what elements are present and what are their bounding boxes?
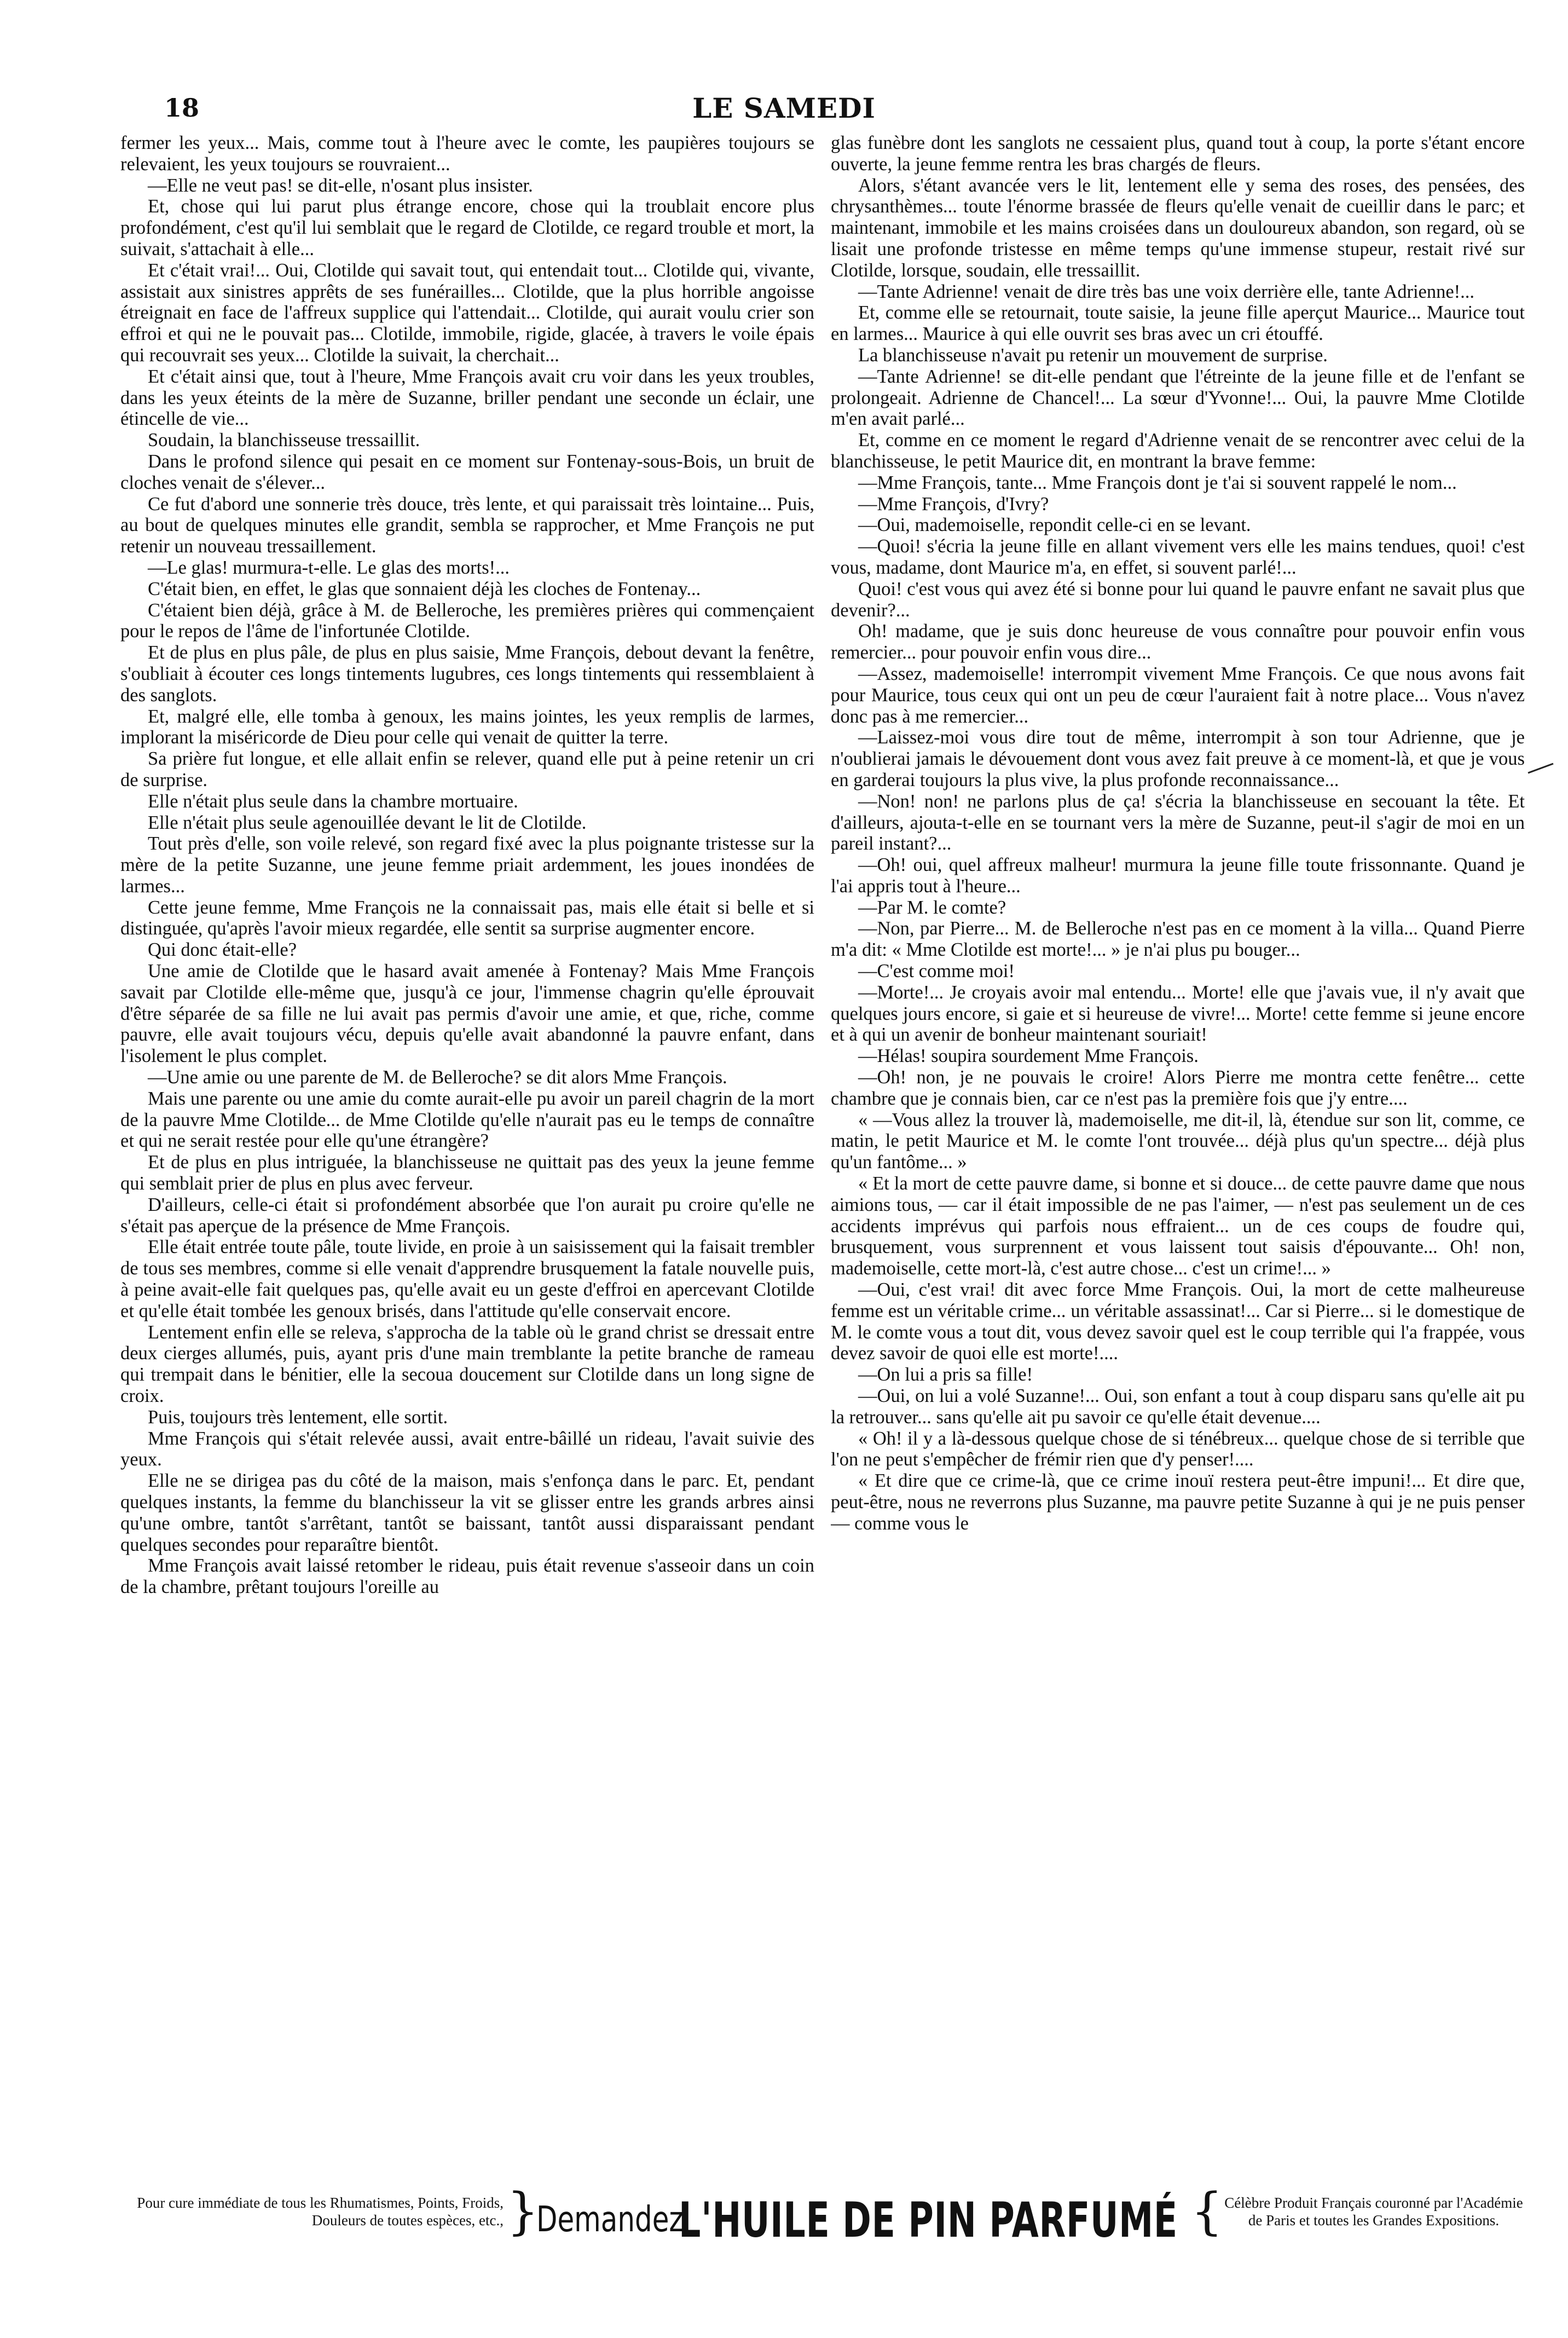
paragraph: —C'est comme moi! bbox=[858, 961, 1015, 982]
paragraph: fermer les yeux... Mais, comme tout à l'heure avec le comte, les paupières toujours se relevaient, les yeux toujours se rouvraient... bbox=[120, 132, 814, 175]
paragraph: Puis, toujours très lentement, elle sortit. bbox=[148, 1406, 448, 1428]
paragraph: Mais une parente ou une amie du comte aurait-elle pu avoir un pareil chagrin de la mort de la pauvre Mme Clotilde... de Mme Clotilde qu'elle n'aurait pas eu le temps de connaître et qui ne serait restée pour elle qu'une étrangère? bbox=[120, 1088, 814, 1152]
paragraph: —Laissez-moi vous dire tout de même, interrompit à son tour Adrienne, que je n'oublierai jamais le dévouement dont vous avez fait preuve à ce moment-là, et que je vous en garderai toujours la plus vive, la plus profonde reconnaissance... bbox=[831, 727, 1525, 790]
margin-pencil-mark-icon bbox=[1527, 762, 1554, 774]
paragraph: —Une amie ou une parente de M. de Belleroche? se dit alors Mme François. bbox=[148, 1067, 727, 1088]
paragraph: C'étaient bien déjà, grâce à M. de Belleroche, les premières prières qui commençaient pour le repos de l'âme de l'infortunée Clotilde. bbox=[120, 599, 814, 642]
paragraph: Mme François qui s'était relevée aussi, avait entre-bâillé un rideau, l'avait suivie des yeux. bbox=[120, 1428, 814, 1470]
paragraph: —Par M. le comte? bbox=[858, 897, 1006, 918]
paragraph: —Morte!... Je croyais avoir mal entendu... Morte! elle que j'avais vue, il n'y avait que quelques jours encore, si gaie et si heureuse de vivre!... Morte! cette femme si jeune encore et à qui un avenir de bonheur maintenant souriait! bbox=[831, 982, 1525, 1046]
paragraph: Elle ne se dirigea pas du côté de la maison, mais s'enfonça dans le parc. Et, pendant quelques instants, la femme du blanchisseur la vit se glisser entre les grands arbres ainsi qu'une ombre, tantôt s'arrêtant, tantôt se baissant, tantôt aussi disparaissant pendant quelques secondes pour reparaître bientôt. bbox=[120, 1470, 814, 1555]
paragraph: Mme François avait laissé retomber le rideau, puis était revenue s'asseoir dans un coin de la chambre, prêtant toujours l'oreille au bbox=[120, 1555, 814, 1598]
paragraph: C'était bien, en effet, le glas que sonnaient déjà les cloches de Fontenay... bbox=[148, 578, 701, 599]
paragraph: —On lui a pris sa fille! bbox=[858, 1364, 1033, 1386]
paragraph: « Et la mort de cette pauvre dame, si bonne et si douce... de cette pauvre dame que nous aimions tous, — car il était impossible de ne pas l'aimer, — n'est pas seulement un de ces accidents imprévus qui parfois nous effraient... un de ces coups de foudre qui, brusquement, vous surprennent et vous laissent tout saisis d'épouvante... Oh! non, mademoiselle, cette mort-là, c'est autre chose... c'est un crime!... » bbox=[831, 1173, 1525, 1279]
paragraph: —Tante Adrienne! se dit-elle pendant que l'étreinte de la jeune fille et de l'enfant se prolongeait. Adrienne de Chancel!... La sœur d'Yvonne!... Oui, la pauvre Mme Clotilde m'en avait parlé... bbox=[831, 366, 1525, 430]
paragraph: —Non! non! ne parlons plus de ça! s'écria la blanchisseuse en secouant la tête. Et d'ailleurs, ajouta-t-elle en se tournant vers la mère de Suzanne, peut-il s'agir de moi en un pareil instant?... bbox=[831, 790, 1525, 855]
paragraph: « —Vous allez la trouver là, mademoiselle, me dit-il, là, étendue sur son lit, comme, ce matin, le petit Maurice et M. le comte l'ont trouvée... déjà plus qu'un spectre... déjà plus qu'un fantôme... » bbox=[831, 1109, 1525, 1173]
paragraph: « Et dire que ce crime-là, que ce crime inouï restera peut-être impuni!... Et dire que, peut-être, nous ne reverrons plus Suzanne, ma pauvre petite Suzanne à qui je ne puis penser — comme vous le bbox=[831, 1470, 1525, 1534]
paragraph: glas funèbre dont les sanglots ne cessaient plus, quand tout à coup, la porte s'étant encore ouverte, la jeune femme rentra les bras chargés de fleurs. bbox=[831, 132, 1525, 175]
paragraph: Et de plus en plus pâle, de plus en plus saisie, Mme François, debout devant la fenêtre, s'oubliait à écouter ces longs tintements lugubres, ces longs tintements qui ressemblaient à des sanglots. bbox=[120, 642, 814, 706]
paragraph: Et, chose qui lui parut plus étrange encore, chose qui la troublait encore plus profondément, c'est qu'il lui semblait que le regard de Clotilde, ce regard trouble et mort, la suivait, s'attachait à elle... bbox=[120, 196, 814, 259]
paragraph: Quoi! c'est vous qui avez été si bonne pour lui quand le pauvre enfant ne savait plus que devenir?... bbox=[831, 578, 1525, 621]
paragraph: —Hélas! soupira sourdement Mme François. bbox=[858, 1046, 1199, 1067]
paragraph: Et, comme en ce moment le regard d'Adrienne venait de se rencontrer avec celui de la blanchisseuse, le petit Maurice dit, en montrant la brave femme: bbox=[831, 430, 1525, 472]
paragraph: Lentement enfin elle se releva, s'approcha de la table où le grand christ se dressait entre deux cierges allumés, puis, ayant pris d'une main tremblante la petite branche de rameau qui trempait dans le bénitier, elle la secoua doucement sur Clotilde dans un long signe de croix. bbox=[120, 1321, 814, 1407]
left-column bbox=[120, 132, 814, 2180]
paragraph: —Assez, mademoiselle! interrompit vivement Mme François. Ce que nous avons fait pour Maurice, tous ceux qui ont un peu de cœur l'auraient fait à notre place... Vous n'avez donc pas à me remercier... bbox=[831, 663, 1525, 727]
paragraph: —Tante Adrienne! venait de dire très bas une voix derrière elle, tante Adrienne!... bbox=[858, 281, 1475, 302]
paragraph: Elle n'était plus seule agenouillée devant le lit de Clotilde. bbox=[148, 812, 587, 833]
left-brace: } bbox=[507, 2182, 539, 2241]
paragraph: —Oui, on lui a volé Suzanne!... Oui, son enfant a tout à coup disparu sans qu'elle ait pu la retrouver... sans qu'elle ait pu savoir ce qu'elle était devenue.... bbox=[831, 1386, 1525, 1428]
paragraph: « Oh! il y a là-dessous quelque chose de si ténébreux... quelque chose de si terrible que l'on ne peut s'empêcher de frémir rien que d'y penser!.... bbox=[831, 1428, 1525, 1470]
paragraph: —Non, par Pierre... M. de Belleroche n'est pas en ce moment à la villa... Quand Pierre m'a dit: « Mme Clotilde est morte!... » je n'ai plus pu bouger... bbox=[831, 918, 1525, 961]
ad-product-name: L'HUILE DE PIN PARFUMÉ bbox=[679, 2192, 1178, 2248]
paragraph: La blanchisseuse n'avait pu retenir un mouvement de surprise. bbox=[858, 344, 1328, 366]
paragraph: Alors, s'étant avancée vers le lit, lentement elle y sema des roses, des pensées, des chrysanthèmes... toute l'énorme brassée de fleurs qu'elle venait de cueillir dans le parc; et maintenant, immobile et les mains croisées dans un douloureux abandon, son regard, où se lisait une profonde tristesse en même temps qu'une immense stupeur, restait rivé sur Clotilde, lorsque, soudain, elle tressaillit. bbox=[831, 175, 1525, 281]
paragraph: Sa prière fut longue, et elle allait enfin se relever, quand elle put à peine retenir un cri de surprise. bbox=[120, 748, 814, 790]
paragraph: Cette jeune femme, Mme François ne la connaissait pas, mais elle était si belle et si distinguée, qu'après l'avoir mieux regardée, elle sentit sa surprise augmenter encore. bbox=[120, 897, 814, 939]
paragraph: —Quoi! s'écria la jeune fille en allant vivement vers elle les mains tendues, quoi! c'est vous, madame, dont Maurice m'a, en effet, si souvent parlé!... bbox=[831, 536, 1525, 578]
advertisement-banner bbox=[0, 2182, 1568, 2256]
paragraph: Une amie de Clotilde que le hasard avait amenée à Fontenay? Mais Mme François savait par Clotilde elle-même que, jusqu'à ce jour, l'immense chagrin qu'elle éprouvait d'être séparée de sa fille ne lui avait pas permis d'avoir une amie, et que, riche, comme pauvre, elle avait toujours vécu, depuis qu'elle avait abandonné la pauvre enfant, dans l'isolement le plus complet. bbox=[120, 961, 814, 1067]
paragraph: D'ailleurs, celle-ci était si profondément absorbée que l'on aurait pu croire qu'elle ne s'était pas aperçue de la présence de Mme François. bbox=[120, 1194, 814, 1237]
paragraph: —Oh! non, je ne pouvais le croire! Alors Pierre me montra cette fenêtre... cette chambre que je connais bien, car ce n'est pas la première fois que j'y entre.... bbox=[831, 1067, 1525, 1109]
paragraph: —Oui, mademoiselle, repondit celle-ci en se levant. bbox=[858, 515, 1251, 536]
paragraph: Tout près d'elle, son voile relevé, son regard fixé avec la plus poignante tristesse sur la mère de la petite Suzanne, une jeune femme priait ardemment, les joues inondées de larmes... bbox=[120, 833, 814, 897]
paragraph: —Le glas! murmura-t-elle. Le glas des morts!... bbox=[148, 557, 510, 578]
ad-left-text: Pour cure immédiate de tous les Rhumatismes, Points, Froids, Douleurs de toutes espèces, etc., bbox=[137, 2195, 504, 2229]
paragraph: —Oh! oui, quel affreux malheur! murmura la jeune fille toute frissonnante. Quand je l'ai appris tout à l'heure... bbox=[831, 855, 1525, 897]
paragraph: Ce fut d'abord une sonnerie très douce, très lente, et qui paraissait très lointaine... Puis, au bout de quelques minutes elle grandit, sembla se rapprocher, et Mme François ne put retenir un nouveau tressaillement. bbox=[120, 493, 814, 557]
right-brace: { bbox=[1191, 2182, 1223, 2241]
paragraph: —Mme François, tante... Mme François dont je t'ai si souvent rappelé le nom... bbox=[858, 472, 1457, 493]
paragraph: Qui donc était-elle? bbox=[148, 939, 297, 961]
paragraph: —Elle ne veut pas! se dit-elle, n'osant plus insister. bbox=[148, 175, 533, 196]
paragraph: Et de plus en plus intriguée, la blanchisseuse ne quittait pas des yeux la jeune femme qui semblait prier de plus en plus avec ferveur. bbox=[120, 1152, 814, 1194]
paragraph: Soudain, la blanchisseuse tressaillit. bbox=[148, 430, 420, 451]
paragraph: Dans le profond silence qui pesait en ce moment sur Fontenay-sous-Bois, un bruit de cloches venait de s'élever... bbox=[120, 451, 814, 493]
paragraph: —Oui, c'est vrai! dit avec force Mme François. Oui, la mort de cette malheureuse femme est un véritable crime... un véritable assassinat!... Car si Pierre... si le domestique de M. le comte vous a tout dit, vous devez savoir quel est le coup terrible qui l'a frappée, vous devez savoir de quoi elle est morte!.... bbox=[831, 1279, 1525, 1364]
page-number: 18 bbox=[164, 93, 200, 123]
paragraph: Et, malgré elle, elle tomba à genoux, les mains jointes, les yeux remplis de larmes, implorant la miséricorde de Dieu pour celle qui venait de quitter la terre. bbox=[120, 706, 814, 748]
ad-right-text: Célèbre Produit Français couronné par l'Académie de Paris et toutes les Grandes Expositions. bbox=[1224, 2195, 1523, 2229]
paragraph: Et c'était ainsi que, tout à l'heure, Mme François avait cru voir dans les yeux troubles, dans les yeux éteints de la mère de Suzanne, briller pendant une seconde un éclair, une étincelle de vie... bbox=[120, 366, 814, 430]
paragraph: Oh! madame, que je suis donc heureuse de vous connaître pour pouvoir enfin vous remercier... pour pouvoir enfin vous dire... bbox=[831, 621, 1525, 663]
right-column bbox=[831, 132, 1525, 2180]
paragraph: —Mme François, d'Ivry? bbox=[858, 493, 1049, 515]
paragraph: Et, comme elle se retournait, toute saisie, la jeune fille aperçut Maurice... Maurice tout en larmes... Maurice à qui elle ouvrit ses bras avec un cri étouffé. bbox=[831, 302, 1525, 345]
ad-call-to-action: Demandez bbox=[536, 2200, 684, 2240]
paragraph: Elle était entrée toute pâle, toute livide, en proie à un saisissement qui la faisait trembler de tous ses membres, comme si elle venait d'apprendre brusquement la fatale nouvelle puis, à peine avait-elle fait quelques pas, qu'elle avait eu un geste d'effroi en apercevant Clotilde et qu'elle était tombée les genoux brisés, dans l'attitude qu'elle conservait encore. bbox=[120, 1237, 814, 1321]
publication-title: LE SAMEDI bbox=[692, 92, 876, 124]
paragraph: Elle n'était plus seule dans la chambre mortuaire. bbox=[148, 790, 518, 812]
paragraph: Et c'était vrai!... Oui, Clotilde qui savait tout, qui entendait tout... Clotilde qui, vivante, assistait aux sinistres apprêts de ses funérailles... Clotilde, que la plus horrible angoisse étreignait en face de l'affreux supplice qui l'attendait... Clotilde, qui aurait voulu crier son effroi et qui ne le pouvait pas... Clotilde, immobile, rigide, glacée, à travers le voile épais qui recouvrait ses yeux... Clotilde la suivait, la cherchait... bbox=[120, 259, 814, 366]
